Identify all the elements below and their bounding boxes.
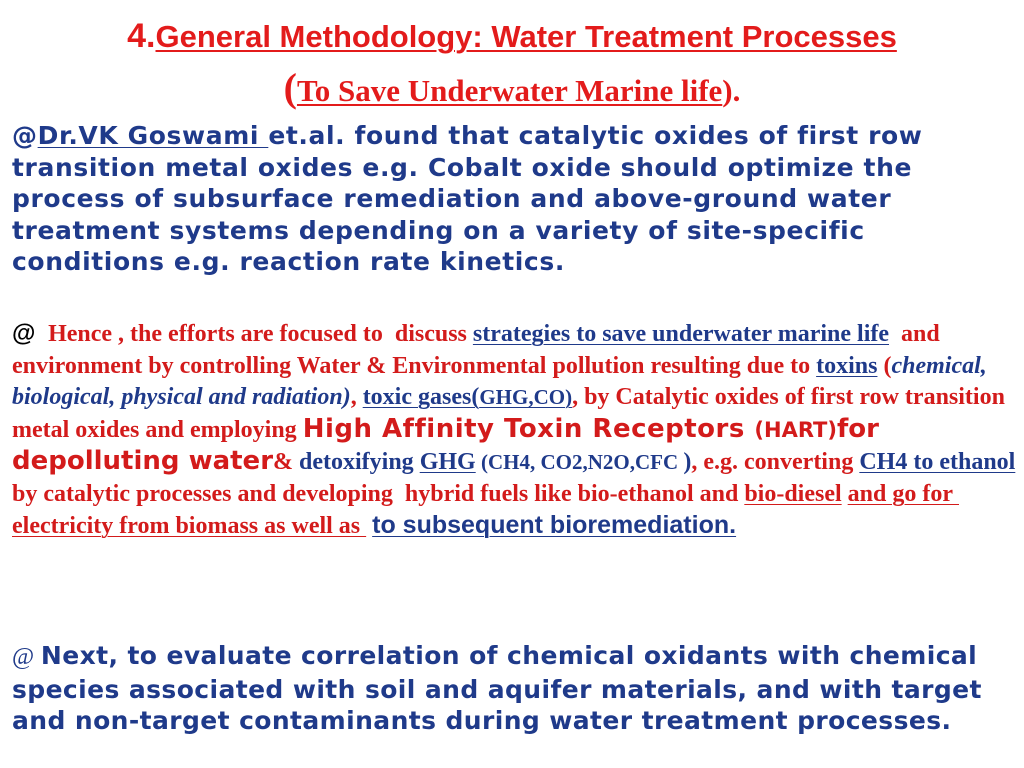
text-segment: toxic gases( — [362, 384, 480, 410]
text-segment: ) — [683, 449, 692, 475]
text-segment: detoxifying — [299, 449, 420, 475]
text-segment: , — [350, 384, 363, 410]
bullet-at: @ — [12, 121, 38, 150]
title-close-paren: ). — [722, 73, 741, 108]
findings-text: et.al. found that catalytic oxides of first row transition metal oxides e.g. Cobalt oxide should optimize the process of subsurface remediation and above-ground water treatment systems depending on a variety of site-specific conditions e.g. reaction rate kinetics. — [12, 121, 923, 276]
text-segment: by catalytic processes and developing hybrid fuels like bio-ethanol and — [12, 480, 745, 507]
title-open-paren: ( — [283, 65, 297, 110]
text-segment: and go for electricity from biomass as well as — [12, 480, 959, 539]
text-segment: for depolluting water — [12, 413, 879, 476]
text-segment: (CH4, CO2,N2O,CFC — [475, 450, 684, 474]
title-number: 4. — [127, 17, 156, 55]
text-segment: bio-diesel — [744, 480, 842, 507]
text-segment: , e.g. converting — [691, 449, 860, 475]
text-segment: (HART) — [754, 417, 837, 442]
text-segment: and environment by controlling Water & Environmental pollution resulting due to — [12, 321, 946, 379]
author-name: Dr.VK Goswami — [37, 121, 269, 150]
text-segment: chemical, biological, physical and radiation) — [12, 352, 987, 410]
text-segment: Hence , the efforts are focused to discuss — [42, 321, 473, 347]
next-steps-text: Next, to evaluate correlation of chemical oxidants with chemical species associated with soil and aquifer materials, and with target and non-target contaminants during water treatment processes. — [12, 641, 982, 735]
title-subtitle: To Save Underwater Marine life — [296, 73, 723, 108]
text-segment: GHG,CO) — [479, 385, 573, 409]
text-segment: CH4 to ethanol — [859, 449, 1016, 475]
bullet-at: @ — [12, 320, 43, 347]
text-segment: toxins — [816, 352, 878, 379]
slide-title-line-2 — [0, 65, 1024, 111]
paragraph-next-steps — [12, 640, 1016, 737]
text-segment: ( — [877, 352, 892, 379]
text-segment: & — [273, 449, 300, 475]
text-segment: High Affinity Toxin Receptors — [302, 413, 755, 444]
slide-title-line-1 — [0, 16, 1024, 57]
text-segment: GHG — [419, 449, 476, 475]
text-segment: , by Catalytic oxides of first row transition metal oxides and employing — [12, 384, 1011, 443]
text-segment: to subsequent bioremediation. — [372, 511, 737, 539]
paragraph-strategies — [12, 318, 1016, 543]
bullet-at: @ — [12, 644, 41, 670]
title-main: General Methodology: Water Treatment Processes — [155, 19, 897, 54]
text-segment: strategies to save underwater marine life — [472, 321, 890, 347]
paragraph-findings — [12, 120, 1016, 278]
